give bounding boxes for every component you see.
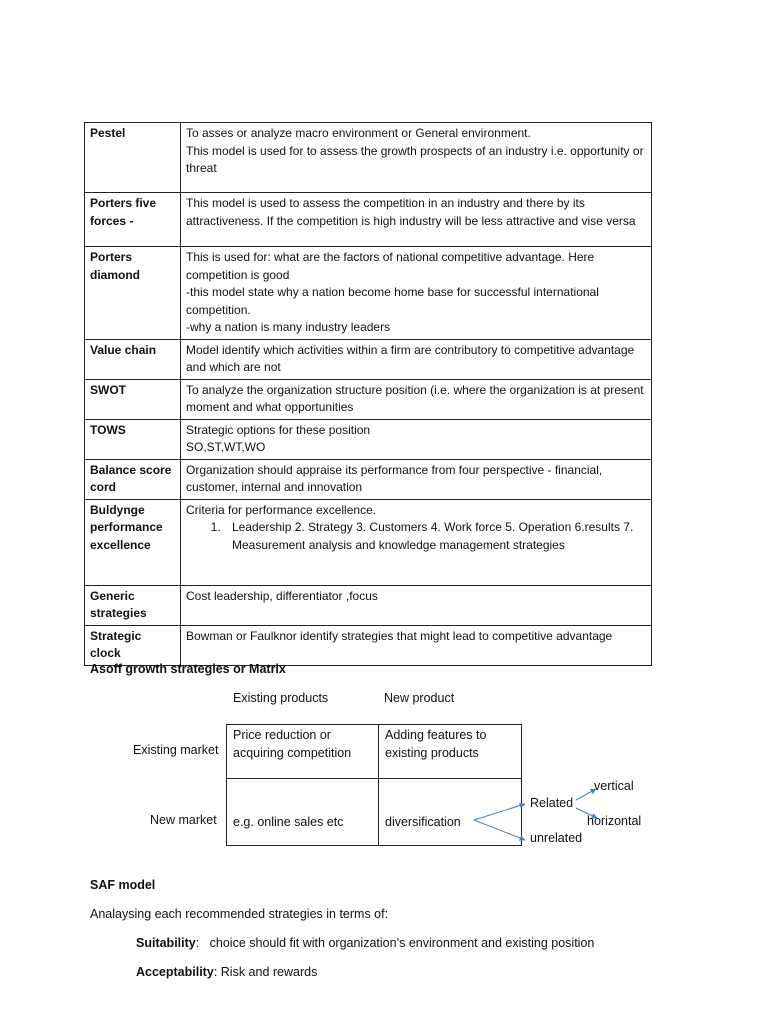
description-line: This model is used for to assess the growth prospects of an industry i.e. opportunity or threat: [186, 143, 644, 175]
label-unrelated: unrelated: [530, 831, 583, 845]
description-line: Bowman or Faulknor identify strategies that might lead to competitive advantage: [186, 628, 613, 643]
saf-item-suitability: [136, 936, 594, 950]
saf-separator: :: [195, 936, 210, 950]
label-vertical: vertical: [594, 779, 634, 793]
saf-separator: :: [213, 965, 221, 979]
model-term: Generic strategies: [85, 585, 181, 625]
ansoff-row-new-market: New market: [150, 813, 217, 827]
arrow-to-vertical: [576, 789, 596, 800]
description-line: To asses or analyze macro environment or General environment.: [186, 126, 531, 140]
saf-text: Risk and rewards: [220, 965, 318, 979]
saf-text: choice should fit with organization’s environment and existing position: [209, 936, 595, 950]
matrix-cell-new-new: diversification: [385, 815, 461, 829]
model-term: Buldynge performance excellence: [85, 499, 181, 585]
description-line: SO,ST,WT,WO: [186, 440, 266, 454]
saf-heading: SAF model: [90, 878, 156, 892]
model-term: Porters five forces -: [85, 193, 181, 247]
model-term: TOWS: [85, 419, 181, 459]
model-term: Strategic clock: [85, 625, 181, 665]
description-line: This is used for: what are the factors of national competitive advantage. Here competition is good: [186, 250, 595, 282]
model-term: Balance score cord: [85, 459, 181, 499]
label-horizontal: horizontal: [587, 814, 642, 828]
model-term: Value chain: [85, 339, 181, 379]
model-term: Pestel: [85, 123, 181, 193]
matrix-cell-new-existing: e.g. online sales etc: [233, 815, 344, 829]
description-line: Strategic options for these position: [186, 422, 371, 437]
ansoff-heading: Asoff growth strategies or Matrix: [90, 662, 286, 676]
description-line: Cost leadership, differentiator ,focus: [186, 588, 378, 603]
arrow-to-related: [474, 804, 525, 820]
ansoff-col-new-product: New product: [384, 691, 455, 705]
description-line: -this model state why a nation become home base for successful international competition.: [186, 285, 599, 317]
saf-intro: Analaysing each recommended strategies in terms of:: [90, 907, 389, 921]
saf-term: Suitability: [136, 936, 196, 950]
matrix-cell-existing-new: Adding features to existing products: [385, 728, 487, 760]
arrow-to-unrelated: [474, 820, 525, 840]
ansoff-col-existing-products: Existing products: [233, 691, 329, 705]
model-term: Porters diamond: [85, 247, 181, 340]
matrix-cell-existing-existing: Price reduction or acquiring competition: [233, 728, 352, 760]
description-line: This model is used to assess the competition in an industry and there by its attractiveness. If the competition is high industry will be less attractive and vise versa: [186, 196, 636, 228]
description-line: -why a nation is many industry leaders: [186, 320, 391, 334]
description-line: Criteria for performance excellence.: [186, 502, 377, 517]
saf-term: Acceptability: [136, 965, 214, 979]
ansoff-row-existing-market: Existing market: [133, 743, 219, 757]
model-term: SWOT: [85, 379, 181, 419]
description-line: To analyze the organization structure position (i.e. where the organization is at present moment and what opportunities: [186, 382, 644, 414]
description-line: Model identify which activities within a firm are contributory to competitive advantage and which are not: [186, 342, 635, 374]
saf-item-acceptability: [136, 965, 317, 979]
description-line: Organization should appraise its performance from four perspective - financial, customer, internal and innovation: [186, 462, 603, 494]
criteria-item: 1. Leadership 2. Strategy 3. Customers 4. Work force 5. Operation 6.results 7. Measurement analysis and knowledge management strategies: [224, 519, 646, 554]
label-related: Related: [530, 796, 574, 810]
